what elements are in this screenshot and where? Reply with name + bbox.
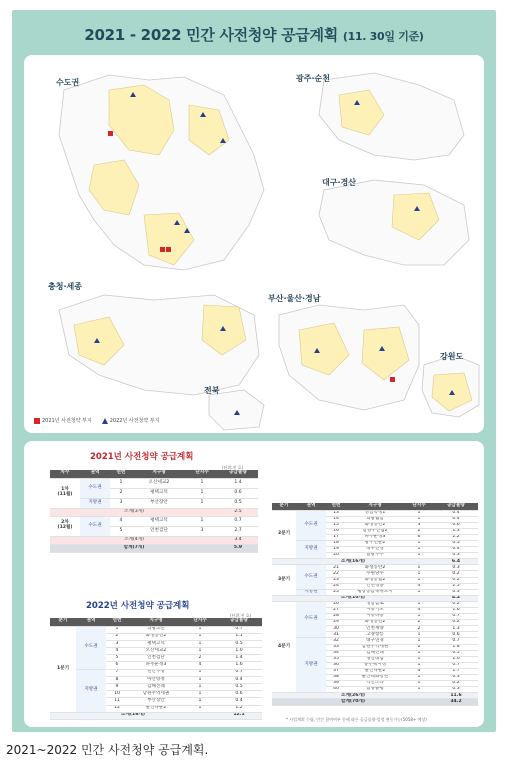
complex-cell: 4: [184, 662, 216, 669]
supply-cell: 1.6: [216, 662, 262, 669]
complex-cell: 1: [184, 648, 216, 655]
subtotal-value: 11.6: [434, 693, 478, 699]
site-cell: 남양주진접2: [346, 528, 404, 534]
complex-cell: 2: [184, 655, 216, 662]
supply-cell: 0.7: [216, 626, 262, 633]
no-cell: 13: [326, 510, 346, 516]
site-cell: 부산장안: [132, 498, 186, 508]
supply-cell: 1.4: [218, 478, 258, 488]
th-stage: 차수: [50, 470, 80, 478]
th-site: 지구명: [128, 618, 184, 626]
region-label-daegu: 대구·경산: [322, 178, 356, 187]
th-area: 권역: [76, 618, 106, 626]
quarter-cell: 2분기: [272, 510, 296, 559]
no-cell: 3: [110, 498, 132, 508]
no-cell: 1: [106, 626, 128, 633]
site-cell: 평창봉금북위도시: [346, 589, 404, 595]
complex-cell: 2: [404, 620, 434, 626]
supply-cell: 1.8: [434, 644, 478, 650]
complex-cell: 1: [404, 571, 434, 577]
total-value: 5.9: [218, 544, 258, 552]
no-cell: 22: [326, 571, 346, 577]
complex-cell: 1: [184, 669, 216, 676]
region-label-gwangju: 광주·순천: [296, 74, 330, 83]
supply-cell: 0.2: [434, 577, 478, 583]
quarter-cell: 1분기: [50, 626, 76, 712]
site-cell: 김해진례: [346, 650, 404, 656]
subtotal-value: 3.4: [218, 536, 258, 544]
table-row: [50, 626, 262, 633]
region-label-busan: 부산·울산·경남: [268, 294, 321, 303]
site-cell: 수원당수: [346, 571, 404, 577]
no-cell: 30: [326, 626, 346, 632]
supply-cell: 0.7: [434, 638, 478, 644]
site-cell: 고양창릉: [346, 632, 404, 638]
th-quarter: 분기: [50, 618, 76, 626]
site-cell: 함양용평: [346, 687, 404, 693]
no-cell: 15: [326, 522, 346, 528]
quarter-cell: 3분기: [272, 565, 296, 595]
no-cell: 12: [106, 705, 128, 712]
complex-cell: 1: [404, 510, 434, 516]
supply-cell: 0.4: [434, 516, 478, 522]
supply-cell: 1.0: [216, 648, 262, 655]
no-cell: 40: [326, 687, 346, 693]
no-cell: 9: [106, 684, 128, 691]
no-cell: 24: [326, 583, 346, 589]
site-cell: 울산다운2: [128, 705, 184, 712]
area-cell: 지방권: [80, 498, 110, 508]
legend-square-icon: [34, 418, 40, 424]
site-cell: 의왕고천: [128, 626, 184, 633]
area-cell: 수도권: [80, 478, 110, 498]
complex-cell: 1: [404, 589, 434, 595]
site-cell: 화성동탄2: [346, 522, 404, 528]
site-cell: 울산다운2: [346, 668, 404, 674]
site-cell: 천안부성: [128, 669, 184, 676]
area-cell: 수도권: [296, 510, 326, 540]
site-cell: 인천영종: [346, 583, 404, 589]
site-cell: 경산대임: [346, 656, 404, 662]
table-row: [50, 669, 262, 676]
supply-cell: 1.0: [434, 656, 478, 662]
supply-cell: 2.2: [434, 534, 478, 540]
legend-2022: [102, 417, 160, 424]
total-row: [272, 699, 478, 706]
table-2022-part-a: [50, 618, 262, 720]
map-jeonbuk: [209, 390, 264, 430]
complex-cell: 1: [404, 675, 434, 681]
subtotal-value: 12.1: [216, 712, 262, 719]
supply-cell: 1.6: [434, 608, 478, 614]
no-cell: 31: [326, 632, 346, 638]
th-complex: 단지수: [404, 503, 434, 510]
th-no: 연번: [106, 618, 128, 626]
supply-cell: 2.5: [434, 583, 478, 589]
site-cell: 화성동탄2: [346, 565, 404, 571]
supply-cell: 0.7: [218, 516, 258, 526]
no-cell: 7: [106, 669, 128, 676]
map-marker-2021: [166, 247, 171, 252]
site-cell: 파주운정3: [346, 534, 404, 540]
total-label: 합계(70개): [272, 699, 434, 706]
table-2021: [50, 470, 258, 553]
legend-2021-label: 2021년 사전청약 부지: [42, 418, 92, 424]
complex-cell: 1: [404, 638, 434, 644]
complex-cell: 1: [404, 687, 434, 693]
complex-cell: 2: [404, 644, 434, 650]
subtotal-value: 2.5: [218, 508, 258, 516]
site-cell: 파주운정3: [128, 662, 184, 669]
no-cell: 1: [110, 478, 132, 488]
supply-cell: 0.5: [218, 498, 258, 508]
complex-cell: 4: [404, 583, 434, 589]
table-2022b-header: [272, 503, 478, 510]
subtotal-label: 소계(10개): [272, 595, 434, 601]
site-cell: 인천계양: [346, 626, 404, 632]
footnote: * 사업계획 수립, 민간 참여여부 등에 따른 공급물량·일정 변동가능(5058+ 예상): [286, 717, 427, 722]
area-cell: 수도권: [296, 565, 326, 589]
site-cell: 인천검단: [128, 655, 184, 662]
site-cell: 대구연경: [346, 547, 404, 553]
map-panel: [24, 55, 484, 433]
complex-cell: 1: [184, 676, 216, 683]
table-2021-header: [50, 470, 258, 478]
supply-cell: 0.7: [216, 669, 262, 676]
th-no: 연번: [326, 503, 346, 510]
table-2021-title: 2021년 사전청약 공급계획: [90, 452, 194, 462]
site-cell: 인천검단: [132, 526, 186, 536]
area-cell: 수도권: [80, 516, 110, 536]
no-cell: 18: [326, 540, 346, 546]
poster-title-date: (11. 30일 기준): [342, 30, 424, 43]
site-cell: 남원주역세권: [346, 644, 404, 650]
site-cell: 울산태화강변: [346, 675, 404, 681]
stage-cell: 2차 (12월): [50, 516, 80, 536]
th-complex: 단지수: [184, 618, 216, 626]
complex-cell: 1: [404, 540, 434, 546]
poster-title: [12, 24, 496, 45]
subtotal-row: [50, 536, 258, 544]
no-cell: 17: [326, 534, 346, 540]
supply-cell: 0.2: [434, 620, 478, 626]
th-supply: 공급물량: [218, 470, 258, 478]
supply-cell: 1.4: [216, 655, 262, 662]
subtotal-label: 소계(26개): [272, 693, 434, 699]
site-cell: 대구연경: [346, 638, 404, 644]
no-cell: 21: [326, 565, 346, 571]
site-cell: 의왕월암: [346, 516, 404, 522]
complex-cell: 1: [184, 698, 216, 705]
complex-cell: 1: [186, 498, 218, 508]
complex-cell: 1: [404, 650, 434, 656]
supply-cell: 0.7: [434, 614, 478, 620]
total-label: 합계(7개): [50, 544, 218, 552]
supply-cell: 0.2: [434, 601, 478, 607]
no-cell: 6: [106, 662, 128, 669]
th-supply: 공급물량: [216, 618, 262, 626]
no-cell: 11: [106, 698, 128, 705]
complex-cell: 1: [186, 478, 218, 488]
supply-cell: 0.4: [434, 547, 478, 553]
table-2022-part-b: [272, 503, 478, 706]
legend-triangle-icon: [102, 418, 108, 424]
supply-cell: 0.5: [216, 684, 262, 691]
th-site: 지구명: [132, 470, 186, 478]
supply-cell: 0.3: [434, 589, 478, 595]
complex-cell: 1: [404, 547, 434, 553]
subtotal-value: 4.2: [434, 595, 478, 601]
supply-cell: 0.3: [434, 675, 478, 681]
supply-cell: 0.6: [434, 632, 478, 638]
complex-cell: 2: [404, 626, 434, 632]
complex-cell: 4: [404, 608, 434, 614]
no-cell: 3: [106, 640, 128, 647]
site-cell: 화성동탄2: [128, 633, 184, 640]
no-cell: 19: [326, 547, 346, 553]
subtotal-label: 소계(16개): [272, 559, 434, 565]
region-label-jeonbuk: 전북: [204, 386, 220, 395]
site-cell: 오산세교2: [132, 478, 186, 488]
no-cell: 2: [110, 488, 132, 498]
region-label-gangwon: 강원도: [440, 352, 464, 361]
image-caption: 2021~2022 민간 사전청약 공급계획.: [6, 743, 209, 757]
supply-cell: 0.2: [434, 571, 478, 577]
no-cell: 27: [326, 608, 346, 614]
table-row: [50, 478, 258, 488]
complex-cell: 1: [404, 662, 434, 668]
complex-cell: 1: [404, 553, 434, 559]
regional-map: [24, 55, 484, 433]
complex-cell: 1: [404, 614, 434, 620]
complex-cell: 1: [404, 656, 434, 662]
map-marker-2021: [390, 377, 395, 382]
no-cell: 5: [110, 526, 132, 536]
th-site: 지구명: [346, 503, 404, 510]
map-marker-2021: [160, 247, 165, 252]
no-cell: 4: [110, 516, 132, 526]
quarter-cell: 4분기: [272, 601, 296, 692]
no-cell: 20: [326, 553, 346, 559]
th-area: 권역: [296, 503, 326, 510]
table-2022a-header: [50, 618, 262, 626]
site-cell: 평택고덕: [128, 640, 184, 647]
total-value: 34.2: [434, 699, 478, 706]
complex-cell: 1: [404, 565, 434, 571]
no-cell: 36: [326, 662, 346, 668]
legend-2021: [34, 417, 92, 424]
site-cell: 익산소라: [346, 681, 404, 687]
no-cell: 29: [326, 620, 346, 626]
supply-cell: 1.7: [434, 668, 478, 674]
subtotal-value: 6.4: [434, 559, 478, 565]
region-label-chungcheong: 충청·세종: [48, 282, 82, 291]
supply-cell: 0.4: [434, 510, 478, 516]
supply-cell: 0.7: [434, 662, 478, 668]
table-row: [50, 516, 258, 526]
no-cell: 28: [326, 614, 346, 620]
supply-cell: 0.5: [434, 540, 478, 546]
map-marker-2021: [108, 131, 113, 136]
no-cell: 8: [106, 676, 128, 683]
subtotal-label: 소계(3개): [50, 508, 218, 516]
complex-cell: 6: [404, 534, 434, 540]
complex-cell: 1: [184, 705, 216, 712]
supply-cell: 0.2: [434, 681, 478, 687]
complex-cell: 1: [186, 516, 218, 526]
no-cell: 4: [106, 648, 128, 655]
table-panel: [24, 441, 484, 727]
subtotal-row: [50, 712, 262, 719]
complex-cell: 1: [184, 684, 216, 691]
site-cell: 일광부부: [346, 553, 404, 559]
site-cell: 시흥하중: [346, 614, 404, 620]
area-cell: 지방권: [76, 669, 106, 712]
complex-cell: 1: [404, 601, 434, 607]
no-cell: 25: [326, 589, 346, 595]
complex-cell: 1: [404, 577, 434, 583]
map-legend: [34, 417, 159, 424]
table-2022-title: 2022년 사전청약 공급계획: [86, 601, 190, 611]
complex-cell: 1: [404, 681, 434, 687]
supply-cell: 0.5: [216, 640, 262, 647]
complex-cell: 2: [404, 528, 434, 534]
area-cell: 지방권: [296, 638, 326, 693]
no-cell: 23: [326, 577, 346, 583]
site-cell: 화성봉담2: [346, 577, 404, 583]
supply-cell: 0.6: [218, 488, 258, 498]
table-row: [50, 498, 258, 508]
supply-cell: 0.6: [434, 522, 478, 528]
complex-cell: 1: [186, 488, 218, 498]
site-cell: 충주택시정: [346, 662, 404, 668]
th-area: 권역: [80, 470, 110, 478]
no-cell: 10: [106, 691, 128, 698]
supply-cell: 1.3: [434, 626, 478, 632]
no-cell: 35: [326, 656, 346, 662]
poster: [12, 10, 496, 732]
site-cell: 성남복정1: [346, 510, 404, 516]
site-cell: 부산장안: [128, 698, 184, 705]
subtotal-row: [50, 508, 258, 516]
supply-cell: 0.4: [216, 676, 262, 683]
complex-cell: 1: [404, 516, 434, 522]
complex-cell: 1: [184, 691, 216, 698]
supply-cell: 0.3: [434, 687, 478, 693]
no-cell: 14: [326, 516, 346, 522]
complex-cell: 1: [404, 632, 434, 638]
no-cell: 2: [106, 633, 128, 640]
no-cell: 34: [326, 650, 346, 656]
stage-cell: 1차 (11월): [50, 478, 80, 508]
total-row: [50, 544, 258, 552]
complex-cell: 4: [404, 668, 434, 674]
subtotal-label: 소계(4개): [50, 536, 218, 544]
no-cell: 32: [326, 638, 346, 644]
supply-cell: 1.2: [216, 705, 262, 712]
site-cell: 김해진례: [128, 684, 184, 691]
site-cell: 성남금토: [346, 601, 404, 607]
no-cell: 5: [106, 655, 128, 662]
th-quarter: 분기: [272, 503, 296, 510]
supply-cell: 2.7: [218, 526, 258, 536]
no-cell: 16: [326, 528, 346, 534]
no-cell: 39: [326, 681, 346, 687]
no-cell: 38: [326, 675, 346, 681]
supply-cell: 0.3: [434, 565, 478, 571]
supply-cell: 1.3: [434, 528, 478, 534]
area-cell: 지방권: [296, 589, 326, 595]
site-cell: 시흥거모: [346, 608, 404, 614]
site-cell: 평택고덕: [132, 516, 186, 526]
supply-cell: 0.5: [434, 650, 478, 656]
no-cell: 26: [326, 601, 346, 607]
site-cell: 화성동탄2: [346, 620, 404, 626]
th-supply: 공급물량: [434, 503, 478, 510]
th-complex: 단지수: [186, 470, 218, 478]
supply-cell: 0.3: [434, 553, 478, 559]
complex-cell: 3: [186, 526, 218, 536]
site-cell: 오산세교2: [128, 648, 184, 655]
site-cell: 남원주역세권: [128, 691, 184, 698]
subtotal-label: 소계(16개): [50, 712, 216, 719]
area-cell: 지방권: [296, 540, 326, 558]
complex-cell: 1: [184, 633, 216, 640]
legend-2022-label: 2022년 사전청약 부지: [109, 418, 160, 424]
supply-cell: 0.4: [216, 698, 262, 705]
site-cell: 광주선운2: [346, 540, 404, 546]
complex-cell: 1: [184, 640, 216, 647]
no-cell: 37: [326, 668, 346, 674]
area-cell: 수도권: [76, 626, 106, 669]
poster-title-main: 2021 - 2022 민간 사전청약 공급계획: [84, 26, 338, 44]
supply-cell: 0.6: [216, 691, 262, 698]
site-cell: 평택고덕: [132, 488, 186, 498]
table-2021-unit: (단위:천 호): [222, 465, 244, 470]
complex-cell: 3: [404, 522, 434, 528]
th-no: 연번: [110, 470, 132, 478]
area-cell: 수도권: [296, 601, 326, 638]
complex-cell: 1: [184, 626, 216, 633]
supply-cell: 1.1: [216, 633, 262, 640]
region-label-capital: 수도권: [56, 78, 80, 87]
table-2022-unit: (단위:천 호): [230, 613, 252, 618]
no-cell: 33: [326, 644, 346, 650]
site-cell: 아산탕정: [128, 676, 184, 683]
